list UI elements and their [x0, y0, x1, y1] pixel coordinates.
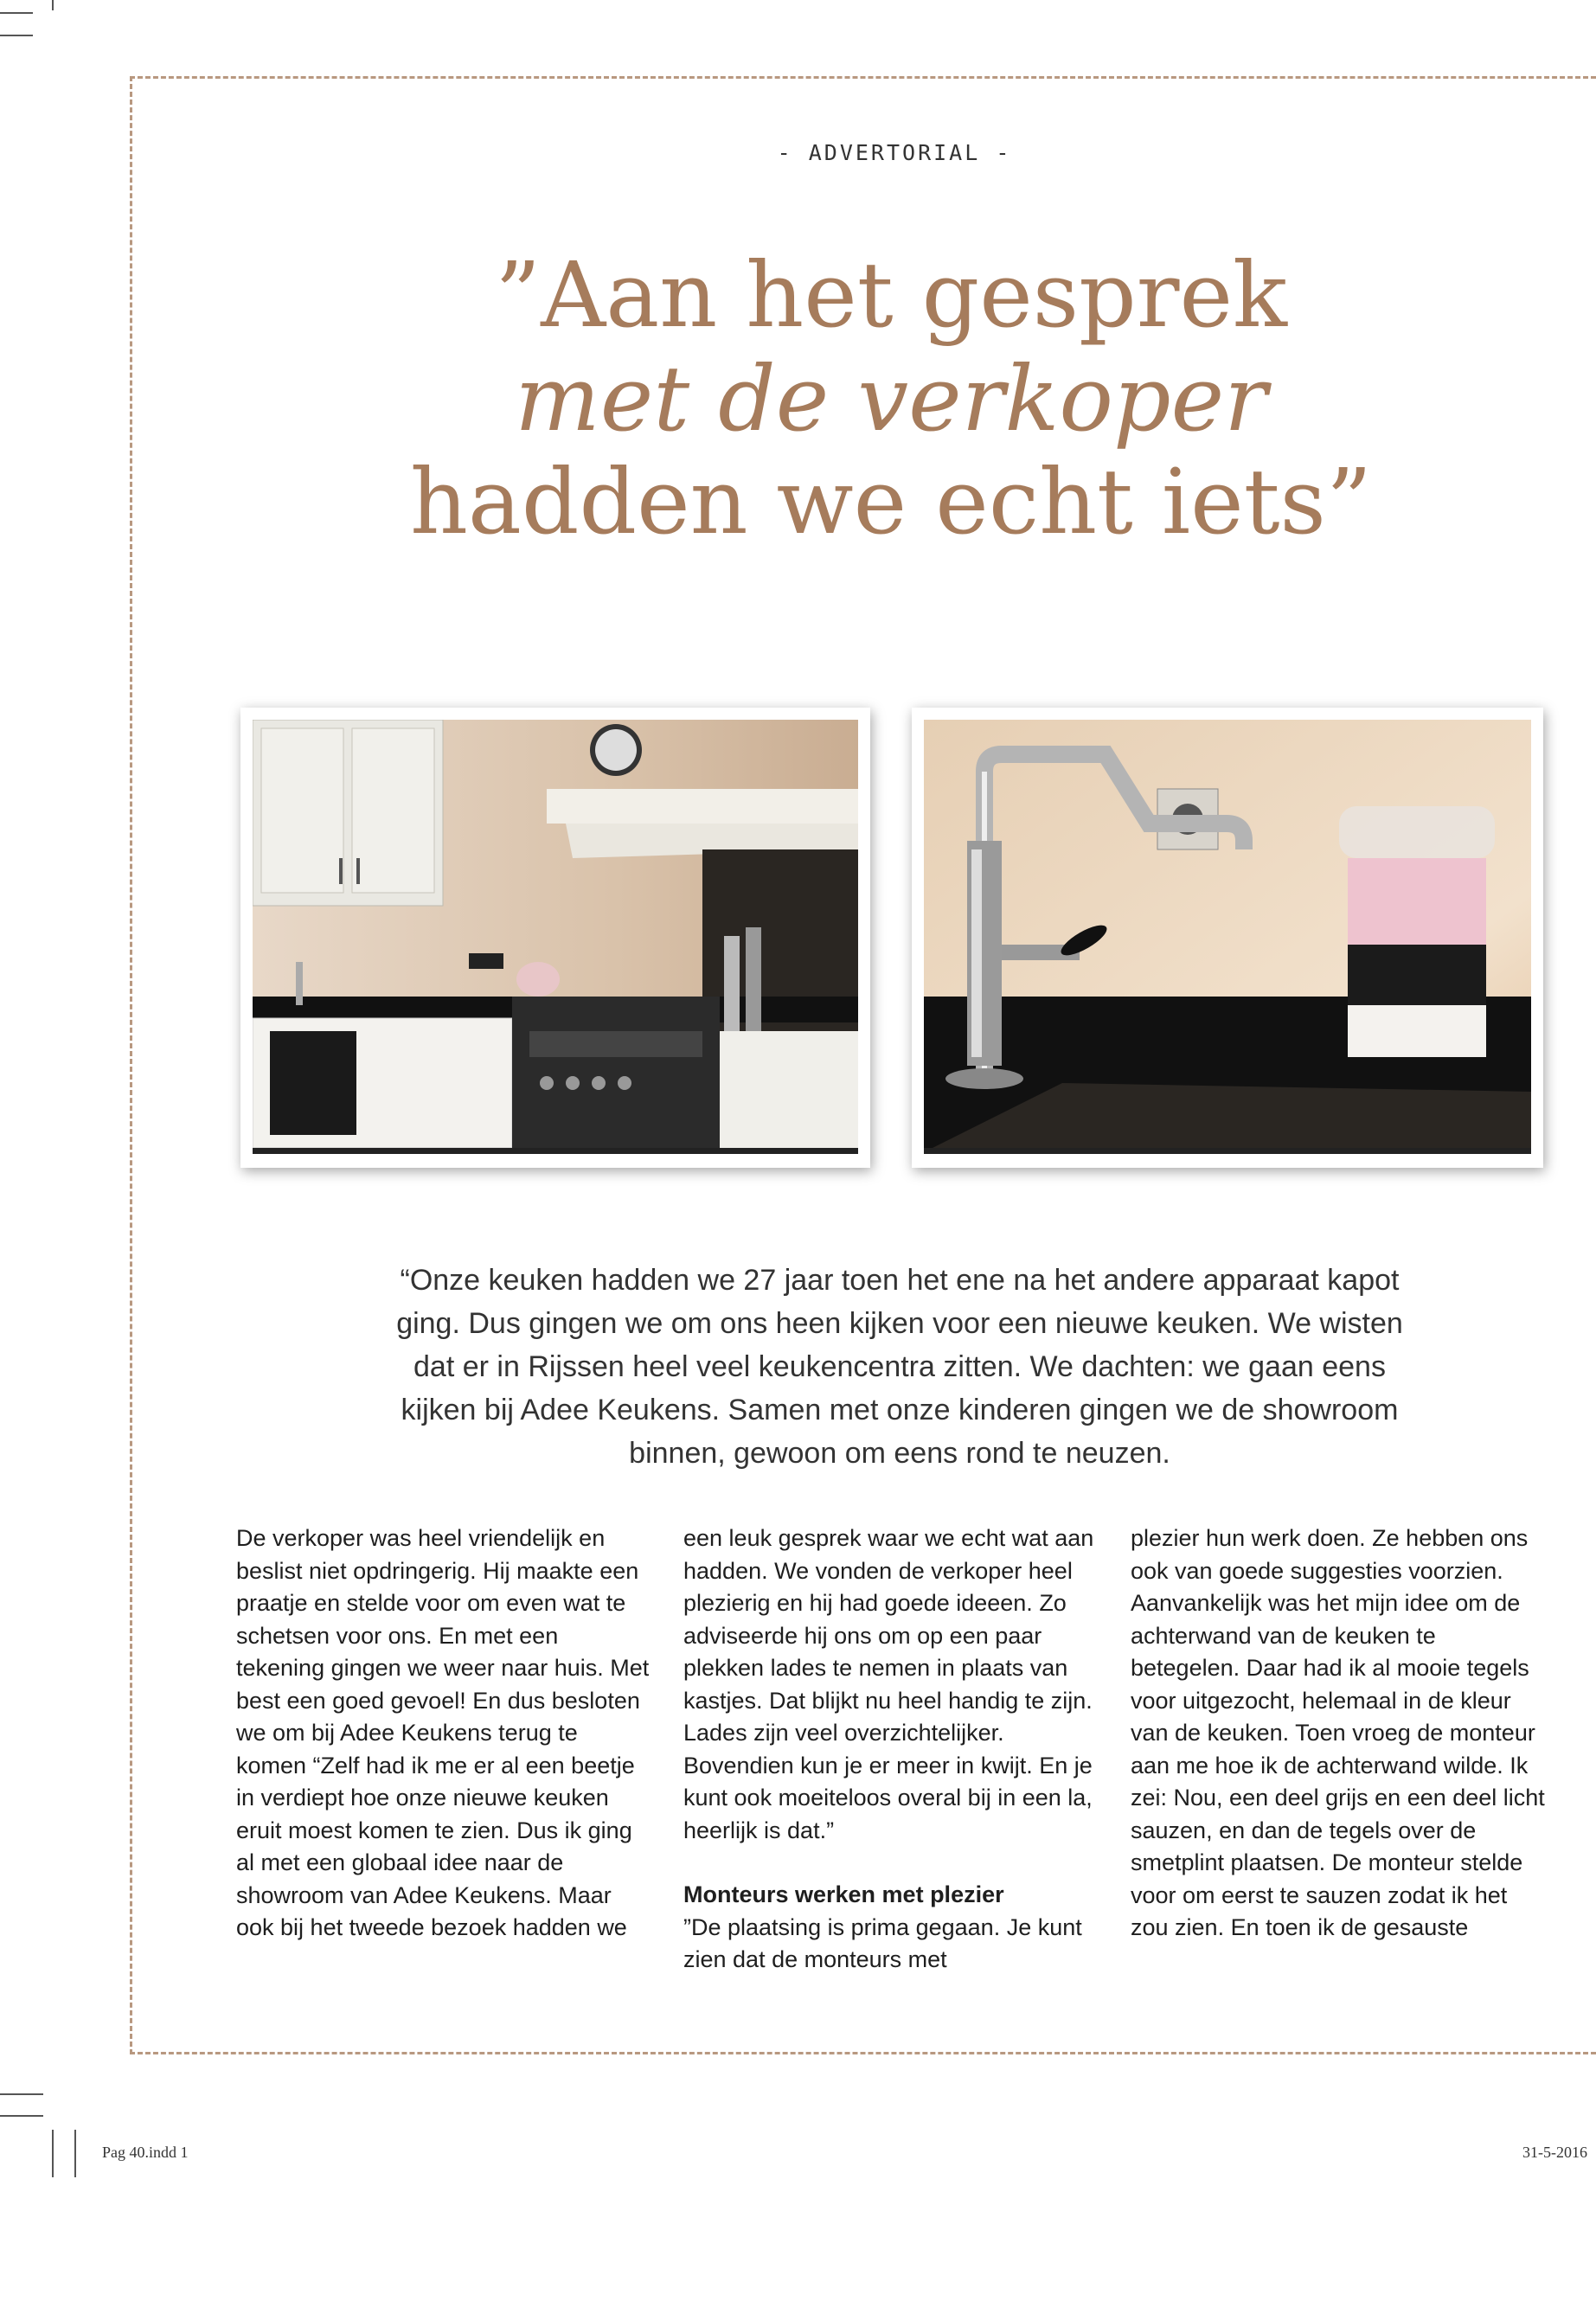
lead-paragraph: “Onze keuken hadden we 27 jaar toen het ene na het andere apparaat kapot ging. Dus gingen we om ons heen kijken voor een nieuwe keuken. We wisten dat er in Rijssen heel veel keukencentra zitten. We dachten: we gaan eens kijken bij Adee Keukens. Samen met onze kinderen gingen we de showroom binnen, gewoon om eens rond te neuzen. — [396, 1264, 1403, 1470]
kitchen-photo — [240, 708, 870, 1168]
kitchen-illustration — [253, 720, 858, 1154]
headline-line-3: hadden we echt iets” — [409, 449, 1373, 555]
body-text-col2b: ”De plaatsing is prima gegaan. Je kunt zien dat de monteurs met — [683, 1913, 1082, 1972]
faucet-photo — [912, 708, 1543, 1168]
headline-line-1: ”Aan het gesprek — [494, 242, 1288, 348]
crop-mark — [0, 2115, 43, 2117]
body-column-3 — [1131, 1522, 1546, 1945]
crop-mark — [52, 2130, 54, 2177]
body-column-2 — [683, 1522, 1099, 1977]
footer-file-name: Pag 40.indd 1 — [102, 2144, 189, 2161]
subheading-monteurs: Monteurs werken met plezier — [683, 1881, 1004, 1907]
section-kicker: - ADVERTORIAL - — [777, 140, 1012, 165]
body-text-col2a: een leuk gesprek waar we echt wat aan hadden. We vonden de verkoper heel plezierig en hij had goede ideeen. Zo adviseerde hij ons om op een paar plekken lades te nemen in plaats van kastjes. Dat blijkt nu heel handig te zijn. Lades zijn veel overzichtelijker. Bovendien kun je er meer in kwijt. En je kunt ook moeiteloos overal bij in een la, heerlijk is dat.” — [683, 1525, 1094, 1843]
body-text-col1: De verkoper was heel vriendelijk en beslist niet opdringerig. Hij maakte een praatje en stelde voor om even wat te schetsen voor ons. En met een tekening gingen we weer naar huis. Met best een goed gevoel! En dus besloten we om bij Adee Keukens terug te komen “Zelf had ik me er al een beetje in verdiept hoe onze nieuwe keuken eruit moest komen te zien. Dus ik ging al met een globaal idee naar de showroom van Adee Keukens. Maar ook bij het tweede bezoek hadden we — [236, 1525, 650, 1940]
faucet-illustration — [924, 720, 1531, 1154]
crop-mark — [0, 35, 33, 36]
crop-mark — [0, 12, 33, 14]
crop-mark — [74, 2130, 76, 2177]
body-column-1 — [236, 1522, 651, 1945]
headline-line-2: met de verkoper — [515, 345, 1267, 452]
body-text-col3: plezier hun werk doen. Ze hebben ons ook van goede suggesties voorzien. Aanvankelijk was het mijn idee om de achterwand van de keuken te betegelen. Daar had ik al mooie tegels voor uitgezocht, helemaal in de kleur van de keuken. Toen vroeg de monteur aan me hoe ik de achterwand wilde. Ik zei: Nou, een deel grijs en een deel licht sauzen, en dan de tegels over de smetplint plaatsen. De monteur stelde voor om eerst te sauzen zodat ik het zou zien. En toen ik de gesauste — [1131, 1525, 1545, 1940]
headline — [130, 244, 1596, 554]
crop-mark — [52, 0, 54, 10]
footer-date: 31-5-2016 — [1522, 2144, 1587, 2161]
crop-mark — [0, 2093, 43, 2095]
